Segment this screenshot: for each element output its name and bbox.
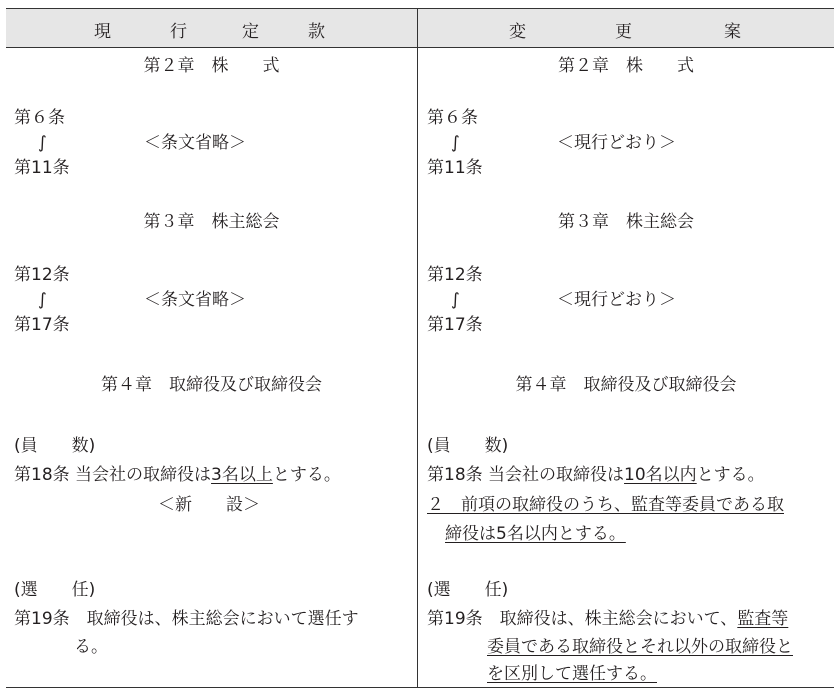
right-article-19-line-3 [487, 663, 657, 685]
right-unchanged-text-2: ＜現行どおり＞ [557, 290, 676, 310]
left-chapter-2-heading: 第２章 株 式 [143, 56, 280, 76]
header-left-char-2: 行 [170, 22, 187, 42]
left-article-19-line-2: る。 [74, 637, 108, 657]
left-omitted-text-1: ＜条文省略＞ [144, 133, 246, 153]
right-article-6: 第６条 [427, 108, 478, 128]
left-article-18-pre: 第18条 当会社の取締役は [14, 465, 212, 485]
right-chapter-2-heading: 第２章 株 式 [558, 56, 694, 76]
right-article-18-paragraph-2-line-1 [427, 494, 784, 516]
column-divider [417, 8, 418, 688]
right-article-19-caption: (選 任) [427, 580, 509, 600]
right-article-19-underlined-2: 委員である取締役とそれ以外の取締役と [487, 637, 793, 657]
table-header [6, 8, 834, 48]
left-article-18-text [14, 464, 341, 486]
left-article-12: 第12条 [14, 265, 70, 285]
right-article-19-line-1 [427, 608, 788, 630]
right-chapter-4-heading: 第４章 取締役及び取締役会 [515, 375, 737, 395]
left-omitted-text-2: ＜条文省略＞ [144, 290, 246, 310]
right-article-17: 第17条 [427, 315, 483, 335]
right-paragraph-2-text-1-content: 前項の取締役のうち、監査等委員である取 [461, 495, 784, 515]
right-paragraph-2-text-1 [444, 495, 784, 515]
header-left-char-1: 現 [94, 22, 111, 42]
right-article-18-pre: 第18条 当会社の取締役は [427, 465, 625, 485]
left-chapter-4-heading: 第４章 取締役及び取締役会 [101, 375, 322, 395]
right-article-19-pre: 第19条 取締役は、株主総会において、 [427, 609, 738, 629]
left-article-6: 第６条 [14, 108, 65, 128]
header-left-char-3: 定 [242, 22, 259, 42]
right-article-11: 第11条 [427, 158, 483, 178]
left-article-18-caption: (員 数) [14, 436, 96, 456]
left-article-18-underlined: 3名以上 [211, 465, 273, 485]
right-article-18-paragraph-2-line-2 [445, 523, 626, 545]
right-article-12: 第12条 [427, 265, 483, 285]
right-article-19-underlined-3: を区別して選任する。 [487, 664, 657, 684]
right-article-18-post: とする。 [696, 465, 765, 485]
header-right-char-1: 変 [509, 22, 526, 42]
right-range-mark-2: ∫ [451, 290, 460, 310]
table-bottom-border [6, 687, 834, 688]
left-article-11: 第11条 [14, 158, 70, 178]
right-chapter-3-heading: 第３章 株主総会 [558, 212, 694, 232]
comparison-table [6, 8, 834, 688]
right-article-18-text [427, 464, 765, 486]
right-article-18-underlined: 10名以内 [624, 465, 697, 485]
left-article-17: 第17条 [14, 315, 70, 335]
right-article-19-underlined-1: 監査等 [737, 609, 789, 629]
left-article-19-line-1: 第19条 取締役は、株主総会において選任す [14, 609, 359, 629]
right-article-19-line-2 [487, 636, 793, 658]
header-right-char-2: 更 [615, 22, 632, 42]
left-article-19-caption: (選 任) [14, 580, 96, 600]
right-unchanged-text-1: ＜現行どおり＞ [557, 133, 676, 153]
left-new-provision-label: ＜新 設＞ [158, 495, 260, 515]
header-left-char-4: 款 [308, 22, 325, 42]
left-chapter-3-heading: 第３章 株主総会 [143, 212, 280, 232]
right-paragraph-2-number: ２ [427, 495, 444, 515]
right-article-18-caption: (員 数) [427, 436, 509, 456]
left-range-mark-1: ∫ [38, 133, 47, 153]
header-right-char-3: 案 [724, 22, 741, 42]
right-range-mark-1: ∫ [451, 133, 460, 153]
left-range-mark-2: ∫ [38, 290, 47, 310]
right-paragraph-2-text-2: 締役は5名以内とする。 [445, 524, 626, 544]
left-article-18-post: とする。 [272, 465, 341, 485]
